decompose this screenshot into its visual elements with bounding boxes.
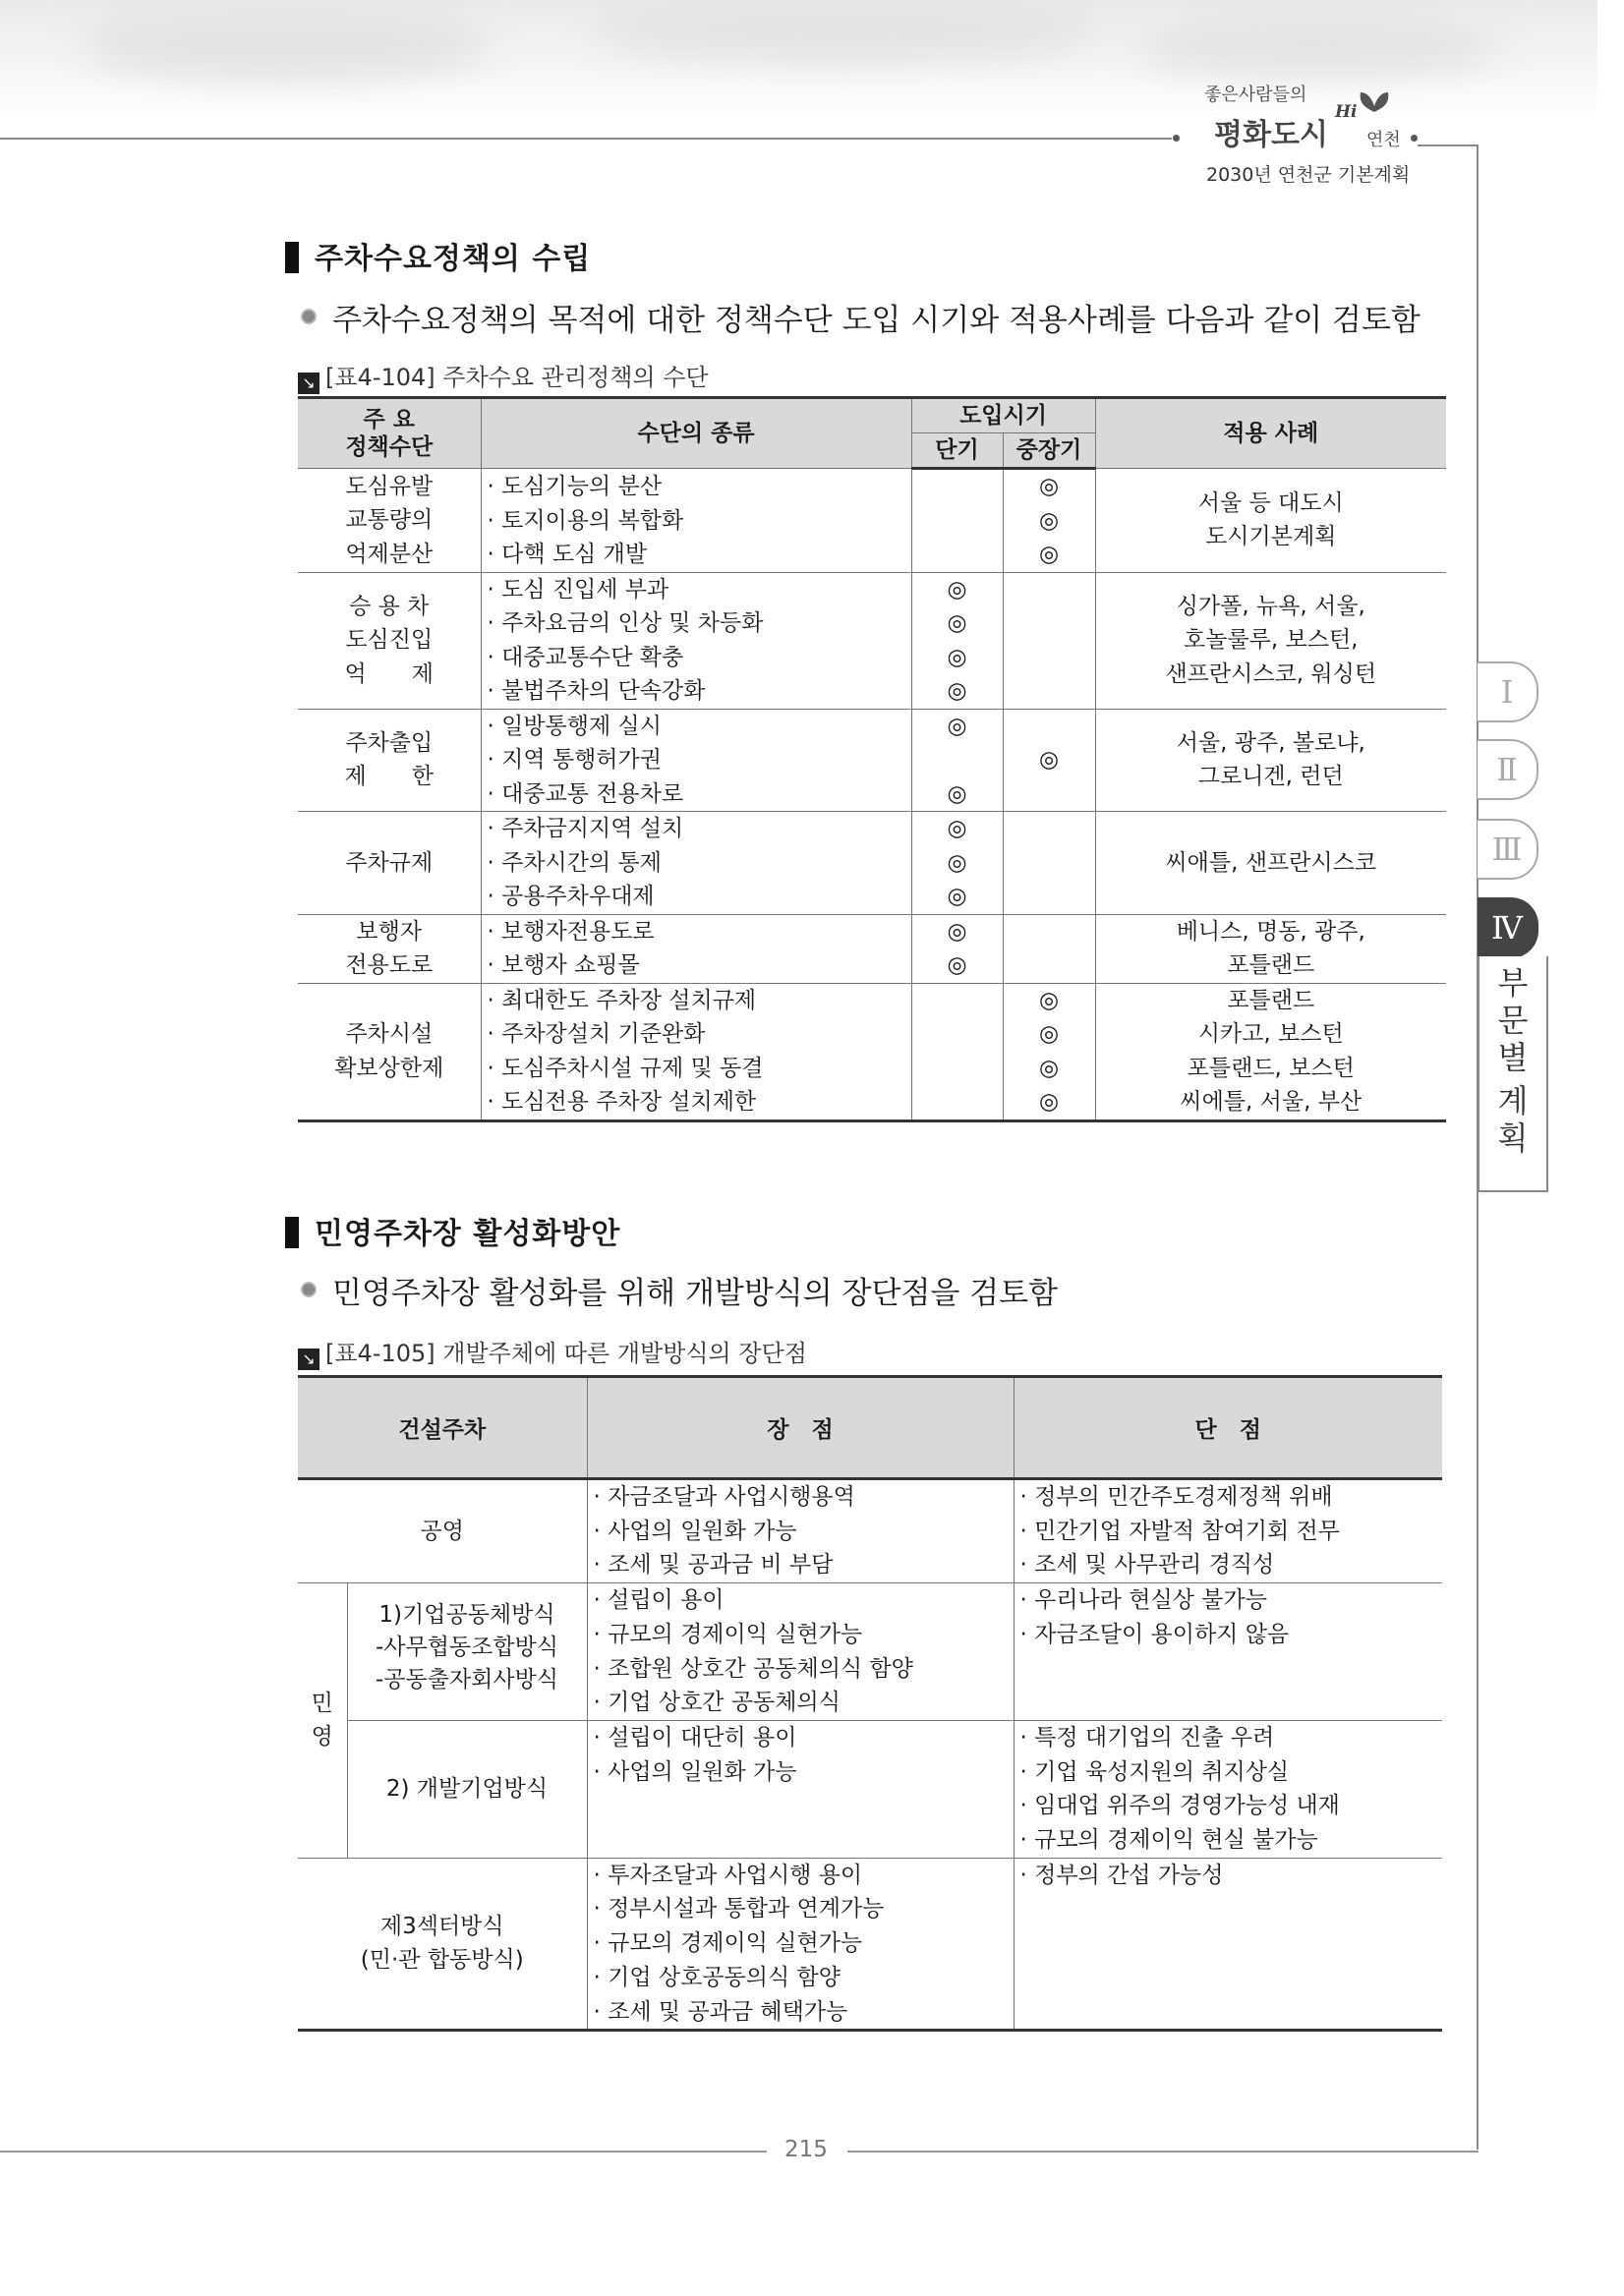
- short-term-cell: ◎: [911, 812, 1003, 846]
- policy-cell: 보행자 전용도로: [298, 914, 481, 983]
- table1-caption-text: [표4-104] 주차수요 관리정책의 수단: [325, 364, 709, 391]
- cases-cell: 베니스, 명동, 광주, 포틀랜드: [1095, 914, 1446, 983]
- tab-chapter-3[interactable]: Ⅲ: [1478, 819, 1538, 880]
- section2-bullet-text: 민영주차장 활성화를 위해 개발방식의 장단점을 검토함: [332, 1276, 1059, 1311]
- table-row: [298, 983, 1446, 1017]
- means-cell: · 보행자전용도로: [481, 914, 911, 948]
- cases-cell: 포틀랜드: [1095, 983, 1446, 1017]
- table-row: [298, 709, 1446, 743]
- table2-caption: [298, 1334, 807, 1370]
- slogan-line2: 평화도시: [1214, 118, 1328, 152]
- mid-term-cell: [1003, 606, 1095, 641]
- short-term-cell: [911, 983, 1003, 1017]
- means-cell: · 주차요금의 인상 및 차등화: [481, 606, 911, 641]
- short-term-cell: ◎: [911, 914, 1003, 948]
- mid-term-cell: [1003, 812, 1095, 846]
- table-row: [298, 469, 1446, 504]
- header-cons: 단 점: [1014, 1377, 1442, 1479]
- header-means: 수단의 종류: [481, 398, 911, 469]
- method1-pros: · 설립이 용이 · 규모의 경제이익 실현가능 · 조합원 상호간 공동체의식 함양 · 기업 상호간 공동체의식: [587, 1583, 1014, 1721]
- means-cell: · 도심전용 주차장 설치제한: [481, 1085, 911, 1120]
- mid-term-cell: [1003, 846, 1095, 881]
- short-term-cell: ◎: [911, 674, 1003, 709]
- policy-cell: 주차출입 제 한: [298, 709, 481, 812]
- table1-caption: [298, 358, 709, 394]
- section1-title: 주차수요정책의 수립: [285, 234, 591, 277]
- section2-title: 민영주차장 활성화방안: [285, 1209, 620, 1252]
- arrow-icon: ↘: [298, 1349, 319, 1370]
- cases-cell: 싱가폴, 뉴욕, 서울, 호놀룰루, 보스턴, 샌프란시스코, 워싱턴: [1095, 572, 1446, 709]
- means-cell: · 불법주차의 단속강화: [481, 674, 911, 709]
- method2-cons: · 특정 대기업의 진출 우려 · 기업 육성지원의 취지상실 · 임대업 위주의 경영가능성 내재 · 규모의 경제이익 현실 불가능: [1014, 1720, 1442, 1858]
- policy-cell: 주차규제: [298, 812, 481, 915]
- header-pros: 장 점: [587, 1377, 1014, 1479]
- means-cell: · 일방통행제 실시: [481, 709, 911, 743]
- section1-bullet-text: 주차수요정책의 목적에 대한 정책수단 도입 시기와 적용사례를 다음과 같이 검토함: [332, 303, 1421, 338]
- short-term-cell: [911, 504, 1003, 539]
- policy-cell: 주차시설 확보상한제: [298, 983, 481, 1120]
- header-rule-right: [1418, 144, 1479, 146]
- slogan-city: 연천: [1366, 130, 1401, 150]
- short-term-cell: [911, 743, 1003, 777]
- slogan-line1: 좋은사람들의: [1204, 85, 1307, 105]
- side-chapter-label: 부 문 별 계 획: [1478, 956, 1548, 1192]
- short-term-cell: ◎: [911, 709, 1003, 743]
- bullet-icon: [301, 1282, 317, 1297]
- tab-chapter-1[interactable]: Ⅰ: [1478, 661, 1538, 722]
- means-cell: · 도심기능의 분산: [481, 469, 911, 504]
- cases-cell: 포틀랜드, 보스턴: [1095, 1052, 1446, 1086]
- bullet-icon: [301, 309, 317, 324]
- parking-policy-table: [298, 396, 1446, 1122]
- table-row: [298, 914, 1446, 948]
- method1-label: 1)기업공동체방식 -사무협동조합방식 -공동출자회사방식: [347, 1583, 587, 1721]
- short-term-cell: [911, 1017, 1003, 1052]
- mid-term-cell: [1003, 777, 1095, 812]
- table-row-third-sector: [298, 1858, 1442, 2031]
- mid-term-cell: ◎: [1003, 469, 1095, 504]
- header-policy: 주 요 정책수단: [298, 398, 481, 469]
- slogan-hi: Hi: [1335, 102, 1358, 122]
- mid-term-cell: [1003, 880, 1095, 914]
- cases-cell: 시카고, 보스턴: [1095, 1017, 1446, 1052]
- short-term-cell: ◎: [911, 880, 1003, 914]
- private-label: 민 영: [298, 1583, 347, 1859]
- table-row-private-1: [298, 1583, 1442, 1721]
- short-term-cell: ◎: [911, 572, 1003, 606]
- header-short: 단기: [911, 433, 1003, 469]
- header-dot-right: [1411, 135, 1418, 142]
- means-cell: · 다핵 도심 개발: [481, 538, 911, 572]
- section2-bullet: [301, 1268, 1058, 1312]
- page-number: 215: [784, 2137, 828, 2162]
- header-cases: 적용 사례: [1095, 398, 1446, 469]
- cases-cell: 씨에틀, 서울, 부산: [1095, 1085, 1446, 1120]
- means-cell: · 대중교통수단 확충: [481, 641, 911, 675]
- public-label: 공영: [298, 1479, 587, 1583]
- means-cell: · 주차금지지역 설치: [481, 812, 911, 846]
- mid-term-cell: ◎: [1003, 1017, 1095, 1052]
- third-sector-cons: · 정부의 간섭 가능성: [1014, 1858, 1442, 2031]
- tab-chapter-2[interactable]: Ⅱ: [1478, 739, 1538, 800]
- table2-caption-text: [표4-105] 개발주체에 따른 개발방식의 장단점: [325, 1340, 807, 1367]
- short-term-cell: [911, 1052, 1003, 1086]
- footer-rule-right: [847, 2151, 1479, 2152]
- header-timing: 도입시기: [911, 398, 1095, 433]
- mid-term-cell: [1003, 948, 1095, 983]
- method2-pros: · 설립이 대단히 용이 · 사업의 일원화 가능: [587, 1720, 1014, 1858]
- mid-term-cell: ◎: [1003, 504, 1095, 539]
- means-cell: · 보행자 쇼핑몰: [481, 948, 911, 983]
- third-sector-label: 제3섹터방식 (민·관 합동방식): [298, 1858, 587, 2031]
- footer-rule-left: [0, 2151, 767, 2152]
- means-cell: · 대중교통 전용차로: [481, 777, 911, 812]
- mid-term-cell: ◎: [1003, 1085, 1095, 1120]
- table-row-public: [298, 1479, 1442, 1583]
- means-cell: · 토지이용의 복합화: [481, 504, 911, 539]
- table-row: [298, 812, 1446, 846]
- means-cell: · 지역 통행허가권: [481, 743, 911, 777]
- short-term-cell: ◎: [911, 777, 1003, 812]
- means-cell: · 공용주차우대제: [481, 880, 911, 914]
- tab-chapter-4[interactable]: Ⅳ: [1478, 897, 1538, 958]
- mid-term-cell: [1003, 572, 1095, 606]
- mid-term-cell: ◎: [1003, 538, 1095, 572]
- mid-term-cell: [1003, 674, 1095, 709]
- cases-cell: 서울 등 대도시 도시기본계획: [1095, 469, 1446, 573]
- section1-bullet: [301, 295, 1421, 339]
- header-rule-left: [0, 138, 1172, 140]
- arrow-icon: ↘: [298, 373, 319, 394]
- policy-cell: 승 용 차 도심진입 억 제: [298, 572, 481, 709]
- plan-title: 2030년 연천군 기본계획: [1206, 164, 1411, 186]
- short-term-cell: ◎: [911, 641, 1003, 675]
- mid-term-cell: [1003, 914, 1095, 948]
- table-row: [298, 572, 1446, 606]
- mid-term-cell: [1003, 709, 1095, 743]
- means-cell: · 주차장설치 기준완화: [481, 1017, 911, 1052]
- means-cell: · 주차시간의 통제: [481, 846, 911, 881]
- method2-label: 2) 개발기업방식: [347, 1720, 587, 1858]
- short-term-cell: ◎: [911, 846, 1003, 881]
- mid-term-cell: ◎: [1003, 743, 1095, 777]
- cases-cell: 서울, 광주, 볼로냐, 그로니겐, 런던: [1095, 709, 1446, 812]
- policy-cell: 도심유발 교통량의 억제분산: [298, 469, 481, 573]
- short-term-cell: [911, 1085, 1003, 1120]
- cases-cell: 씨애틀, 샌프란시스코: [1095, 812, 1446, 915]
- means-cell: · 최대한도 주차장 설치규제: [481, 983, 911, 1017]
- development-method-table: [298, 1375, 1442, 2032]
- mid-term-cell: ◎: [1003, 983, 1095, 1017]
- method1-cons: · 우리나라 현실상 불가능 · 자금조달이 용이하지 않음: [1014, 1583, 1442, 1721]
- short-term-cell: [911, 469, 1003, 504]
- means-cell: · 도심 진입세 부과: [481, 572, 911, 606]
- slogan-logo: [1204, 81, 1411, 159]
- means-cell: · 도심주차시설 규제 및 동결: [481, 1052, 911, 1086]
- short-term-cell: [911, 538, 1003, 572]
- mid-term-cell: [1003, 641, 1095, 675]
- short-term-cell: ◎: [911, 606, 1003, 641]
- public-cons: · 정부의 민간주도경제정책 위배 · 민간기업 자발적 참여기회 전무 · 조세 및 사무관리 경직성: [1014, 1479, 1442, 1583]
- mid-term-cell: ◎: [1003, 1052, 1095, 1086]
- third-sector-pros: · 투자조달과 사업시행 용이 · 정부시설과 통합과 연계가능 · 규모의 경제이익 실현가능 · 기업 상호공동의식 함양 · 조세 및 공과금 혜택가능: [587, 1858, 1014, 2031]
- header-dot-left: [1173, 135, 1180, 142]
- public-pros: · 자금조달과 사업시행용역 · 사업의 일원화 가능 · 조세 및 공과금 비 부담: [587, 1479, 1014, 1583]
- short-term-cell: ◎: [911, 948, 1003, 983]
- table-row-private-2: [298, 1720, 1442, 1858]
- header-mid: 중장기: [1003, 433, 1095, 469]
- policy-table-body: [298, 469, 1446, 1121]
- butterfly-icon: [1357, 86, 1392, 120]
- header-type: 건설주차: [298, 1377, 587, 1479]
